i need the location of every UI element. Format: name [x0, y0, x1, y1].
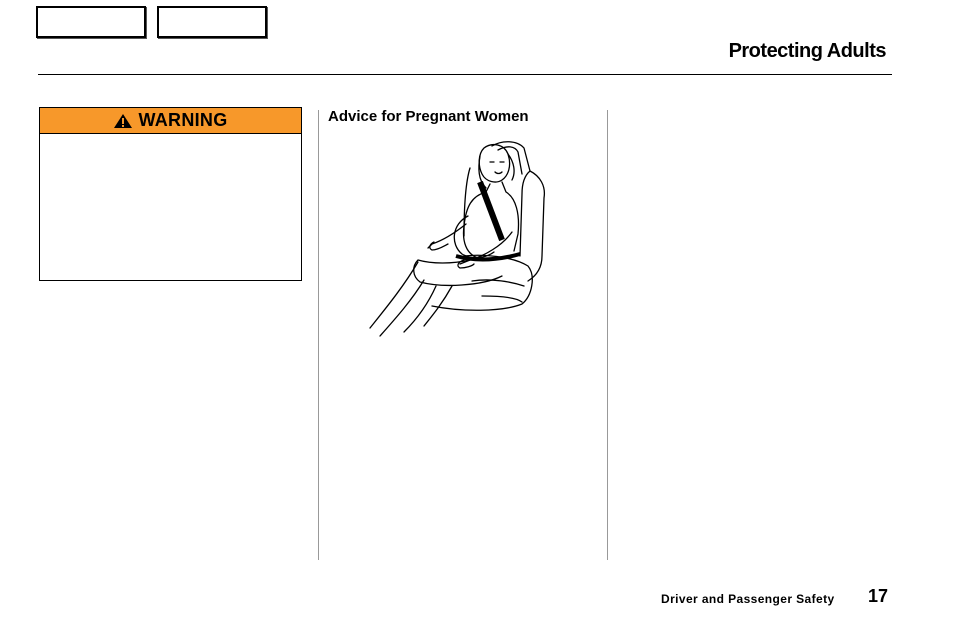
warning-header [40, 108, 301, 134]
header-divider [38, 74, 892, 75]
footer-section-label: Driver and Passenger Safety [661, 592, 835, 606]
column-divider-right [607, 110, 608, 560]
nav-button-2[interactable] [157, 6, 267, 38]
page-number: 17 [868, 586, 889, 606]
warning-box [39, 107, 302, 281]
section-heading: Advice for Pregnant Women [328, 108, 529, 125]
column-divider-left [318, 110, 319, 560]
warning-triangle-icon [113, 113, 133, 129]
nav-button-1[interactable] [36, 6, 146, 38]
warning-label: WARNING [138, 110, 228, 130]
pregnant-woman-seatbelt-illustration [352, 136, 564, 344]
page-title: Protecting Adults [728, 40, 886, 62]
